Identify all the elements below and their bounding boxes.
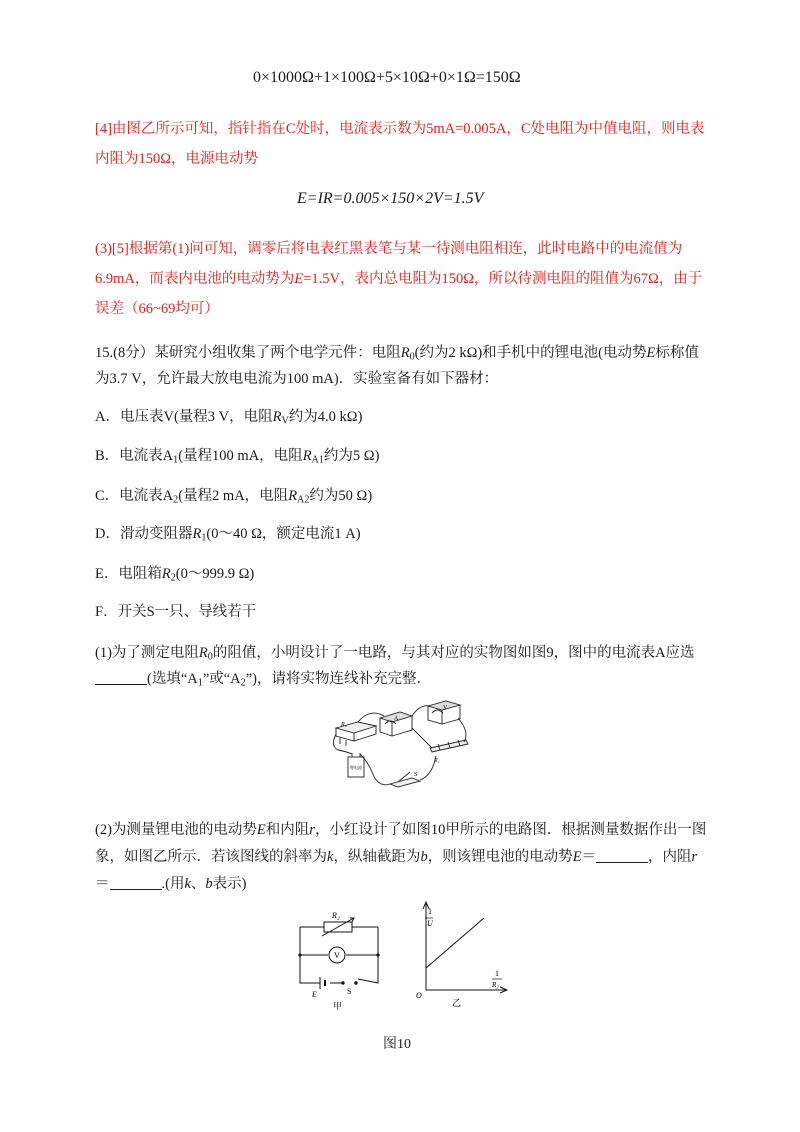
- figure-9-apparatus: [328, 700, 478, 794]
- fig10-label-s: S: [347, 987, 352, 996]
- option-c: C．电流表$A_2$(量程2 mA，电阻$R_{A2}$约为50 Ω): [95, 488, 373, 506]
- fig10-label-e: E: [312, 990, 317, 999]
- question-15-line-1: 15.(8分）某研究小组收集了两个电学元件：电阻$R_0$(约为2 kΩ)和手机中的锂电池(电动势E标称值: [95, 345, 699, 363]
- fig9-label-a: A: [394, 716, 399, 722]
- fig10-graph-line: [426, 918, 484, 968]
- option-f: F．开关S一只、导线若干: [95, 604, 257, 620]
- answer-5-line-3: 误差（66~69均可）: [95, 301, 219, 317]
- resistance-answer-blank[interactable]: [110, 875, 162, 890]
- subquestion-2-line-2: 象，如图乙所示．若该图线的斜率为k，纵轴截距为b，则该锂电池的电动势E＝ ，内阻r: [95, 849, 698, 865]
- option-e: E．电阻箱$R_2(0\sim 999.9$ Ω): [95, 566, 255, 584]
- equation-emf: E=IR=0.005×150×2V=1.5V: [297, 190, 484, 207]
- option-d: D．滑动变阻器$R_1(0\sim 40$ Ω，额定电流1 A): [95, 526, 361, 544]
- question-15-line-2: 为3.7 V，允许最大放电电流为100 mA)．实验室备有如下器材：: [95, 371, 499, 387]
- subquestion-1-line-2: (选填“$A_1$”或“$A_2$”)，请将实物连线补充完整．: [95, 667, 431, 688]
- answer-5-line-2: 6.9mA，而表内电池的电动势为E=1.5V，表内总电阻为150Ω，所以待测电阻的阻值为67Ω，由于: [95, 271, 703, 287]
- fig10-label-yi: 乙: [452, 998, 462, 1008]
- fig10-label-r2: R₂: [332, 911, 340, 920]
- fig9-label-v: V: [443, 705, 448, 711]
- fig10-label-v: V: [334, 951, 340, 960]
- answer-4-line-1: [4]由图乙所示可知，指针指在C处时，电流表示数为5mA=0.005A，C处电阻为中值电阻，则电表: [95, 121, 705, 137]
- fig9-label-s: S: [414, 772, 418, 778]
- fig10-xaxis-denominator: R₂: [492, 981, 499, 989]
- fig10-label-jia: 甲: [333, 1001, 343, 1011]
- fig10-yaxis-numerator: 1: [428, 907, 432, 916]
- fig10-xaxis-numerator: 1: [495, 969, 499, 978]
- figure-10-caption: 图10: [383, 1037, 411, 1052]
- option-a: A．电压表V(量程3 V，电阻$R_V$约为4.0 kΩ): [95, 409, 363, 427]
- emf-answer-blank[interactable]: [596, 848, 648, 863]
- option-b: B．电流表$A_1$(量程100 mA，电阻$R_{A1}$约为5 Ω): [95, 448, 380, 466]
- answer-4-line-2: 内阻为150Ω，电源电动势: [95, 151, 259, 167]
- fig10-yaxis-denominator: U: [427, 919, 433, 928]
- fig9-label-r1: R₁: [434, 758, 440, 764]
- figure-10-graph: [410, 900, 510, 1012]
- subquestion-2-line-1: (2)为测量锂电池的电动势E和内阻r，小红设计了如图10甲所示的电路图．根据测量数据作出一图: [95, 822, 707, 838]
- equation-resistance-sum: 0×1000Ω+1×100Ω+5×10Ω+0×1Ω=150Ω: [253, 69, 521, 86]
- fig9-label-battery: 锂电池: [350, 765, 362, 770]
- fig9-label-r0: R₀: [341, 722, 347, 728]
- answer-5-line-1: (3)[5]根据第(1)问可知，调零后将电表红黑表笔与某一待测电阻相连，此时电路中的电流值为: [95, 241, 683, 257]
- figure-10-circuit: [292, 905, 387, 1015]
- subquestion-1-line-1: (1)为了测定电阻$R_0$的阻值，小明设计了一电路，与其对应的实物图如图9，图中的电流表A应选: [95, 645, 695, 663]
- fig10-origin: O: [416, 991, 422, 1000]
- answer-blank[interactable]: [95, 670, 147, 685]
- subquestion-2-line-3: ＝ .(用k、b表示): [95, 876, 247, 892]
